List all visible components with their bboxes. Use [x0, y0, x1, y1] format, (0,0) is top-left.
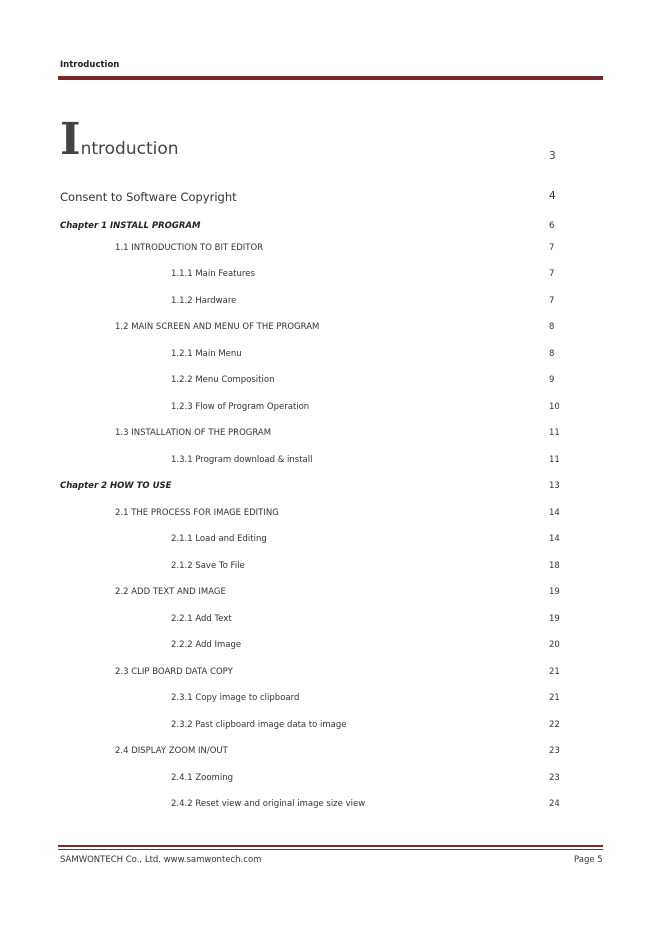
page-title: [60, 114, 179, 165]
toc-entry-label: Chapter 1 INSTALL PROGRAM: [60, 221, 201, 231]
toc-entry-page: 23: [549, 746, 560, 756]
toc-entry-page: 8: [549, 322, 555, 332]
toc-entry-page: 11: [549, 428, 560, 438]
toc-entry-label: 2.1 THE PROCESS FOR IMAGE EDITING: [115, 508, 279, 518]
toc-entry-label: Chapter 2 HOW TO USE: [60, 481, 172, 491]
title-initial: I: [60, 114, 81, 165]
toc-entry-page: 23: [549, 773, 560, 783]
toc-entry-page: 19: [549, 587, 560, 597]
toc-entry-label: 2.2 ADD TEXT AND IMAGE: [115, 587, 226, 597]
toc-entry-page: 13: [549, 481, 560, 491]
toc-entry-label: 2.3.2 Past clipboard image data to image: [171, 720, 347, 730]
footer-rule-thick: [58, 845, 603, 847]
toc-entry-label: 2.1.1 Load and Editing: [171, 534, 267, 544]
toc-entry-page: 10: [549, 402, 560, 412]
toc-entry-page: 14: [549, 508, 560, 518]
toc-entry-page: 9: [549, 375, 555, 385]
toc-entry-page: 8: [549, 349, 555, 359]
toc-entry-label: 1.2.1 Main Menu: [171, 349, 242, 359]
toc-entry-label: 1.2.3 Flow of Program Operation: [171, 402, 310, 412]
toc-entry-label: 1.3 INSTALLATION OF THE PROGRAM: [115, 428, 272, 438]
toc-entry-page: 18: [549, 561, 560, 571]
toc-entry-page: 21: [549, 667, 560, 677]
toc-entry-label: 2.1.2 Save To File: [171, 561, 245, 571]
toc-entry-page: 19: [549, 614, 560, 624]
toc-entry-label: 1.3.1 Program download & install: [171, 455, 313, 465]
title-page-number: 3: [549, 150, 556, 162]
toc-entry-label: 2.3.1 Copy image to clipboard: [171, 693, 300, 703]
toc-entry-page: 24: [549, 799, 560, 809]
toc-entry-label: 1.2.2 Menu Composition: [171, 375, 275, 385]
footer-page-number: Page 5: [574, 855, 603, 865]
header-rule: [58, 76, 603, 80]
running-header: Introduction: [60, 60, 120, 70]
toc-entry-page: 11: [549, 455, 560, 465]
toc-entry-page: 14: [549, 534, 560, 544]
toc-entry-label: 2.4.2 Reset view and original image size view: [171, 799, 366, 809]
toc-entry-label: 2.2.1 Add Text: [171, 614, 232, 624]
toc-entry-page: 22: [549, 720, 560, 730]
toc-entry-page: 20: [549, 640, 560, 650]
toc-entry-page: 21: [549, 693, 560, 703]
toc-entry-label: 1.1.1 Main Features: [171, 269, 255, 279]
toc-entry-label: 1.2 MAIN SCREEN AND MENU OF THE PROGRAM: [115, 322, 320, 332]
toc-entry-page: 4: [549, 190, 556, 202]
toc-entry-label: 1.1 INTRODUCTION TO BIT EDITOR: [115, 243, 264, 253]
toc-entry-label: 2.4.1 Zooming: [171, 773, 233, 783]
toc-entry-label: 1.1.2 Hardware: [171, 296, 237, 306]
toc-entry-page: 6: [549, 221, 555, 231]
title-rest: ntroduction: [80, 139, 179, 159]
footer-company: SAMWONTECH Co., Ltd. www.samwontech.com: [60, 855, 262, 865]
toc-entry-label: 2.4 DISPLAY ZOOM IN/OUT: [115, 746, 228, 756]
toc-entry-page: 7: [549, 269, 555, 279]
toc-entry-label: 2.3 CLIP BOARD DATA COPY: [115, 667, 233, 677]
toc-entry-page: 7: [549, 296, 555, 306]
toc-entry-label: Consent to Software Copyright: [60, 190, 237, 204]
footer-rule-thin: [58, 849, 603, 850]
toc-entry-page: 7: [549, 243, 555, 253]
toc-entry-label: 2.2.2 Add Image: [171, 640, 242, 650]
